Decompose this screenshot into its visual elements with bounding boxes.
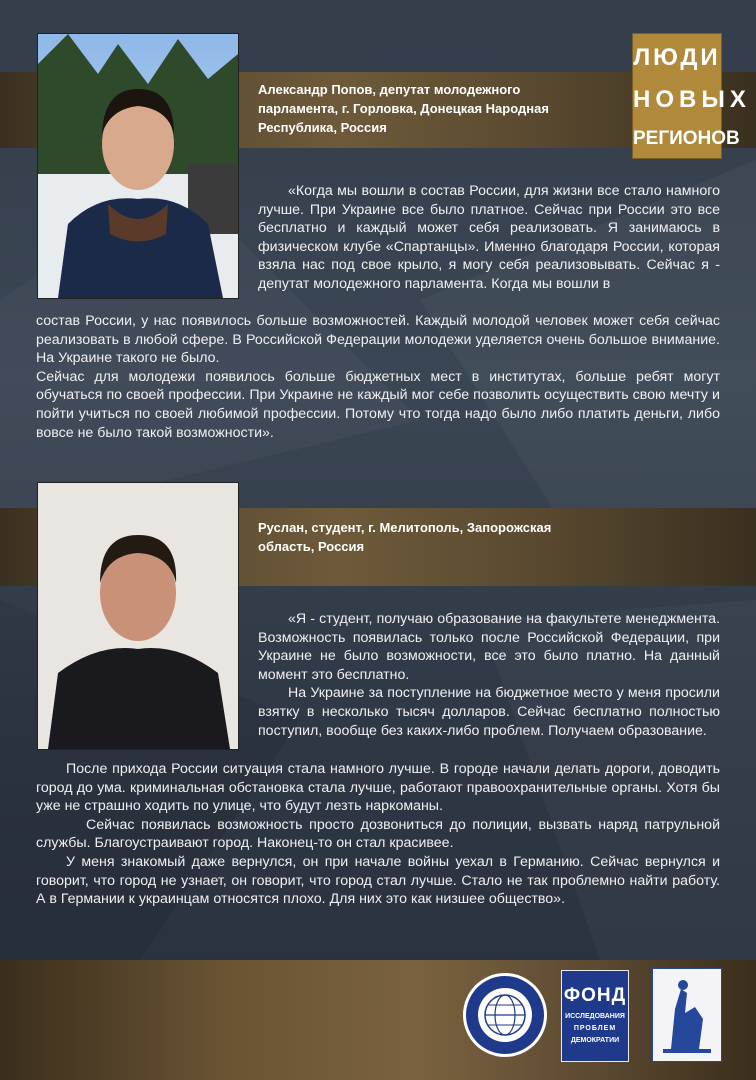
person-2-quote-top [258,610,720,740]
statue-emblem-logo [652,968,722,1062]
person-2-paragraph-3: После прихода России ситуация стала намного лучше. В городе начали делать дороги, доводить город до ума. криминальная обстановка стала лучше, работают правоохранительные органы. Хотя бы уже не страшно ходить по улице, что будут лезть наркоманы. [36,761,720,815]
person-2-paragraph-5: У меня знакомый даже вернулся, он при начале войны уехал в Германию. Сейчас вернулся и говорит, что город не узнает, он говорит, что город стал лучше. Стало не так проблемно найти работу. А в Германии к украинцам относятся плохо. Для них это как низшее общество». [36,853,720,908]
fond-line-2: ИССЛЕДОВАНИЯ [565,1013,625,1020]
people-of-new-regions-logo [632,33,751,159]
fond-line-1: ФОНД [563,985,627,1006]
person-1-quote-continued [36,312,720,442]
logo-line-1: ЛЮДИ [633,44,721,71]
fond-line-3: ПРОБЛЕМ [573,1025,617,1032]
logo-line-3: РЕГИОНОВ [633,128,740,149]
person-1-quote-part-1: «Когда мы вошли в состав России, для жизни все стало намного лучше. При Украине все было платное. Сейчас при России это все бесплатно и каждый может себя реализовать. Я занимаюсь в физическом клубе «Спартанцы». Именно благодаря России, которая взяла нас под свое крыло, я могу себя реализовывать. Сейчас я - депутат молодежного парламента. Когда мы вошли в [258,183,720,292]
person-1-quote-part-2: состав России, у нас появилось больше возможностей. Каждый молодой человек может себя сейчас реализовать в любой сфере. В Российской Федерации молодежи уделяется очень большое внимание. На Украине такого не было. [36,313,720,367]
person-1-quote-part-3: Сейчас для молодежи появилось больше бюджетных мест в институтах, больше ребят могут обучаться по своей профессии. При Украине не каждый мог себе позволить осуществить свою мечту и пойти учиться по своей любимой профессии. Потому что тогда надо было либо платить деньги, либо вовсе не было такой возможности». [36,368,720,441]
person-2-caption: Руслан, студент, г. Мелитополь, Запорожская область, Россия [258,520,552,554]
person-2-quote-bottom [36,760,720,909]
person-1-caption: Александр Попов, депутат молодежного парламента, г. Горловка, Донецкая Народная Республика, Россия [258,82,549,135]
photo-person-2 [37,482,239,750]
fond-line-4: ДЕМОКРАТИИ [570,1037,620,1044]
fond-logo [561,970,629,1062]
globe-seal-logo [462,972,548,1058]
logo-line-2: НОВЫХ [633,86,751,113]
person-2-paragraph-2: На Украине за поступление на бюджетное место у меня просили взятку в несколько тысяч долларов. Сейчас бесплатно полностью поступил, вообще без каких-либо проблем. Получаем образование. [258,685,720,739]
person-2-paragraph-1: «Я - студент, получаю образование на факультете менеджмента. Возможность появилась только после Российской Федерации, при Украине не было возможности, все это было платно. На данный момент это бесплатно. [258,611,720,683]
footer-band [0,960,756,1080]
person-2-paragraph-4: Сейчас появилась возможность просто дозвониться до полиции, вызвать наряд патрульной службы. Благоустраивают город. Наконец-то он стал красивее. [36,816,720,852]
photo-person-1 [37,33,239,299]
